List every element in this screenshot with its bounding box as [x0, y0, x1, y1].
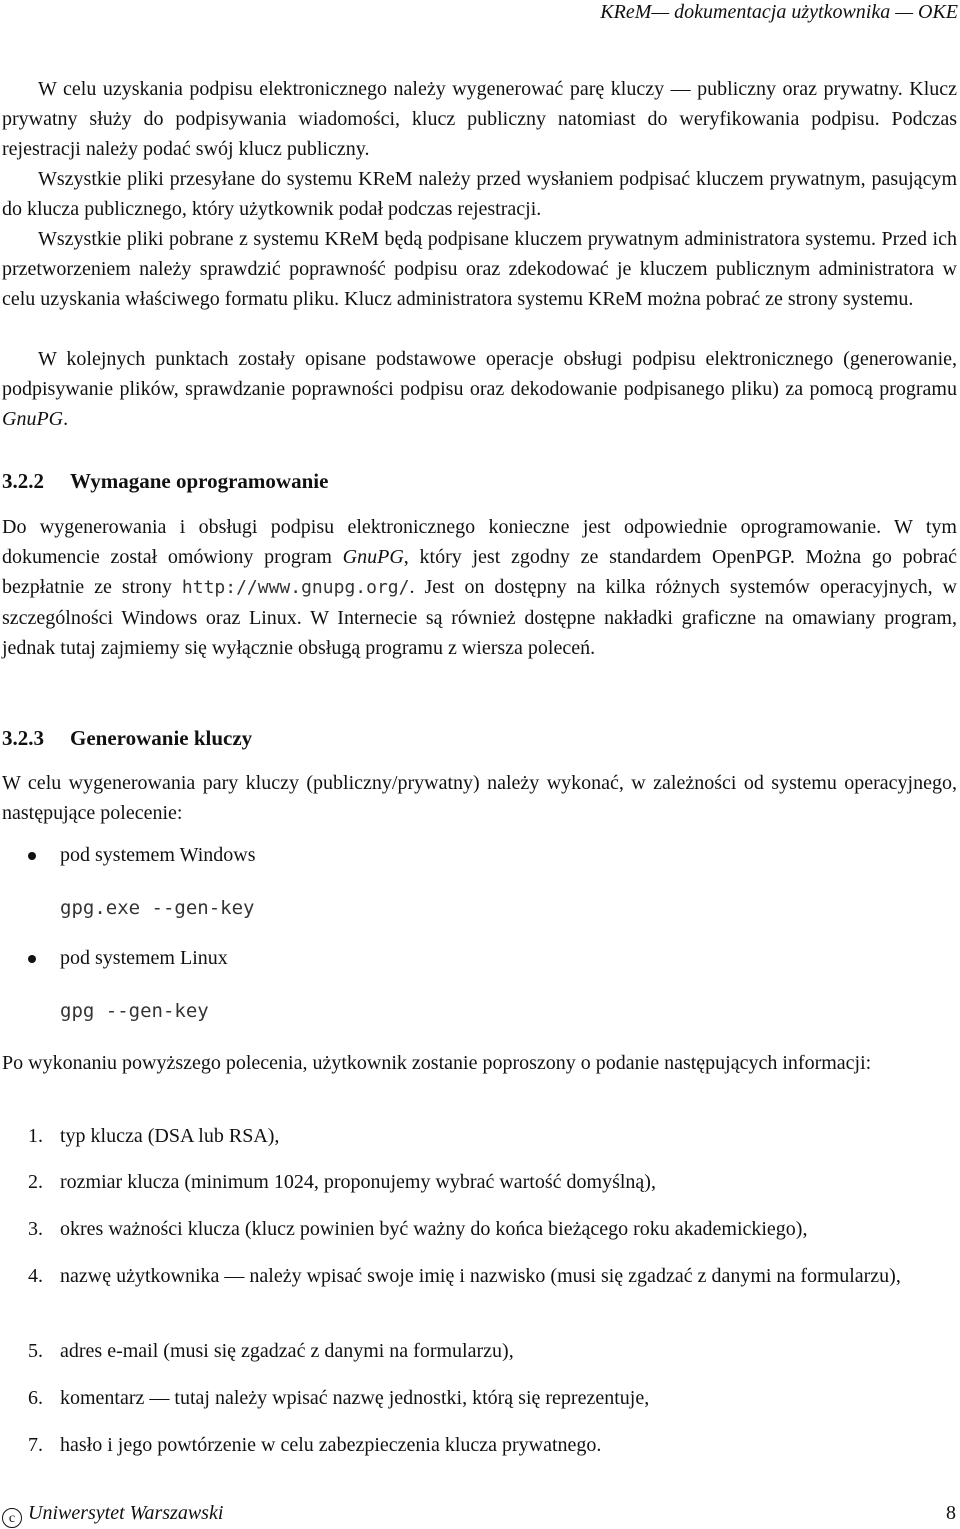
section-322-paragraph: Do wygenerowania i obsługi podpisu elektronicznego konieczne jest odpowiednie oprogramowanie. W tym dokumencie został omówiony program GnuPG, który jest zgodny ze standardem OpenPGP. Można go pobrać bezpłatnie ze strony http://www.gnupg.org/. Jest on dostępny na kilka różnych systemów operacyjnych, w szczególności Windows oraz Linux. W Internecie są również dostępne nakładki graficzne na omawiany program, jednak tutaj zajmiemy się wyłącznie obsługą programu z wiersza poleceń. — [2, 516, 957, 659]
intro-paragraph-4: W kolejnych punktach zostały opisane podstawowe operacje obsługi podpisu elektronicznego (generowanie, podpisywanie plików, sprawdzanie poprawności podpisu oraz dekodowanie podpisanego pliku) za pomocą programu GnuPG. — [2, 348, 957, 430]
footer-copyright: c Uniwersytet Warszawski — [2, 1500, 223, 1528]
list-item: 3. okres ważności klucza (klucz powinien być ważny do końca bieżącego roku akademickiego), — [28, 1218, 808, 1240]
bullet-icon — [28, 955, 36, 963]
page-number: 8 — [946, 1502, 956, 1524]
copyright-icon: c — [2, 1508, 22, 1528]
list-item: 7. hasło i jego powtórzenie w celu zabezpieczenia klucza prywatnego. — [28, 1434, 602, 1456]
command-linux: gpg --gen-key — [60, 1000, 209, 1022]
running-header: KReM— dokumentacja użytkownika — OKE — [600, 1, 958, 23]
list-item: 2. rozmiar klucza (minimum 1024, proponujemy wybrać wartość domyślną), — [28, 1171, 656, 1193]
gnupg-url-link[interactable]: http://www.gnupg.org/ — [181, 577, 410, 598]
intro-paragraph-2: Wszystkie pliki przesyłane do systemu KReM należy przed wysłaniem podpisać kluczem prywatnym, pasującym do klucza publicznego, który użytkownik podał podczas rejestracji. — [2, 168, 957, 220]
section-heading-323: 3.2.3 Generowanie kluczy — [2, 726, 253, 750]
intro-paragraph-1: W celu uzyskania podpisu elektronicznego należy wygenerować parę kluczy — publiczny oraz prywatny. Klucz prywatny służy do podpisywania wiadomości, klucz publiczny natomiast do weryfikowania podpisu. Podczas rejestracji należy podać swój klucz publiczny. — [2, 78, 957, 160]
gnupg-name: GnuPG — [2, 408, 64, 430]
section-323-paragraph: W celu wygenerowania pary kluczy (publiczny/prywatny) należy wykonać, w zależności od systemu operacyjnego, następujące polecenie: — [2, 772, 957, 824]
section-323-after-paragraph: Po wykonaniu powyższego polecenia, użytkownik zostanie poproszony o podanie następujących informacji: — [2, 1052, 872, 1074]
list-item: 1. typ klucza (DSA lub RSA), — [28, 1125, 280, 1147]
command-windows: gpg.exe --gen-key — [60, 897, 255, 919]
section-heading-322: 3.2.2 Wymagane oprogramowanie — [2, 469, 329, 493]
list-item: 4. nazwę użytkownika — należy wpisać swoje imię i nazwisko (musi się zgadzać z danymi na formularzu), — [28, 1265, 901, 1287]
list-item: 6. komentarz — tutaj należy wpisać nazwę jednostki, którą się reprezentuje, — [28, 1387, 650, 1409]
bullet-icon — [28, 852, 36, 860]
list-item: 5. adres e-mail (musi się zgadzać z danymi na formularzu), — [28, 1340, 514, 1362]
intro-paragraph-3: Wszystkie pliki pobrane z systemu KReM będą podpisane kluczem prywatnym administratora systemu. Przed ich przetworzeniem należy sprawdzić poprawność podpisu oraz zdekodować je kluczem publicznym administratora w celu uzyskania właściwego formatu pliku. Klucz administratora systemu KReM można pobrać ze strony systemu. — [2, 228, 957, 310]
document-page: KReM— dokumentacja użytkownika — OKE W celu uzyskania podpisu elektronicznego należy wygenerować parę kluczy — publiczny oraz prywatny. Klucz prywatny służy do podpisywania wiadomości, klucz publiczny natomiast do weryfikowania podpisu. Podczas rejestracji należy podać swój klucz publiczny. Wszystkie pliki przesyłane do systemu KReM należy przed wysłaniem podpisać kluczem prywatnym, pasującym do klucza publicznego, który użytkownik podał podczas rejestracji. Wszystkie pliki pobrane z systemu KReM będą podpisane kluczem prywatnym administratora systemu. Przed ich przetworzeniem należy sprawdzić poprawność podpisu oraz zdekodować je kluczem publicznym administratora w celu uzyskania właściwego formatu pliku. Klucz administratora systemu KReM można pobrać ze strony systemu. W kolejnych punktach zostały opisane podstawowe operacje obsługi podpisu elektronicznego (generowanie, podpisywanie plików, sprawdzanie poprawności podpisu oraz dekodowanie podpisanego pliku) za pomocą programu GnuPG. 3.2.2 Wymagane oprogramowanie Do wygenerowania i obsługi podpisu elektronicznego konieczne jest odpowiednie oprogramowanie. W tym dokumencie został omówiony program GnuPG, który jest zgodny ze standardem OpenPGP. Można go pobrać bezpłatnie ze strony http://www.gnupg.org/. Jest on dostępny na kilka różnych systemów operacyjnych, w szczególności Windows oraz Linux. W Internecie są również dostępne nakładki graficzne na omawiany program, jednak tutaj zajmiemy się wyłącznie obsługą programu z wiersza poleceń. 3.2.3 Generowanie kluczy W celu wygenerowania pary kluczy (publiczny/prywatny) należy wykonać, w zależności od systemu operacyjnego, następujące polecenie: pod systemem Windows gpg.exe --gen-key pod systemem Linux gpg --gen-key Po wykonaniu powyższego polecenia, użytkownik zostanie poproszony o podanie następujących informacji: 1. typ klucza (DSA lub RSA), 2. rozmiar klucza (minimum 1024, proponujemy wybrać wartość domyślną), 3. okres ważności klucza (klucz powinien być ważny do końca bieżącego roku akademickiego), 4. nazwę użytkownika — należy wpisać swoje imię i nazwisko (musi się zgadzać z danymi na formularzu), 5. adres e-mail (musi się zgadzać z danymi na formularzu), 6. komentarz — tutaj należy wpisać nazwę jednostki, którą się reprezentuje, 7. hasło i jego powtórzenie w celu zabezpieczenia klucza prywatnego. c Uniwersytet Warszawski 8 — [2, 1, 958, 1526]
